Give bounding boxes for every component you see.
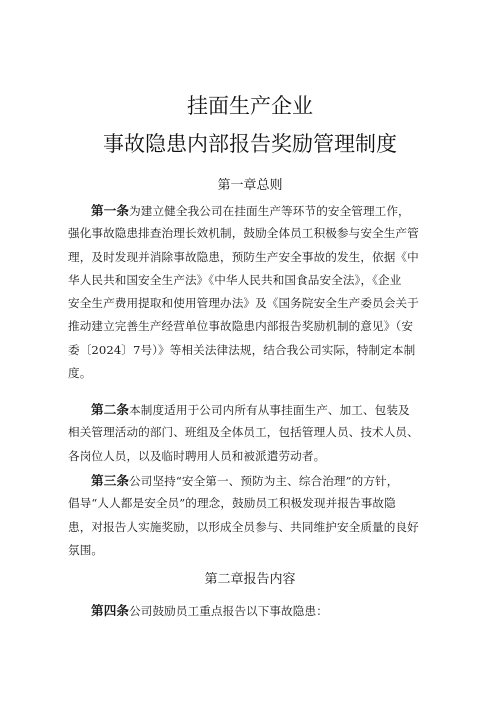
article-3-line-1: 第三条公司坚持“安全第一、预防为主、综合治理”的方针， [91, 473, 399, 488]
article-1-label: 第一条 [91, 203, 130, 218]
article-1-line-1: 第一条为建立健全我公司在挂面生产等环节的安全管理工作， [91, 203, 410, 218]
document-title-line-1: 挂面生产企业 [187, 94, 313, 118]
article-3 [68, 469, 443, 562]
article-2-label: 第二条 [91, 402, 130, 417]
article-1 [68, 199, 443, 385]
article-1-line-4: 华人民共和国安全生产法》《中华人民共和国食品安全法》，《企业 [68, 272, 402, 287]
article-1-line-2: 强化事故隐患排查治理长效机制，鼓励全体员工积极参与安全生产管 [68, 226, 419, 241]
article-3-line-4: 氛围。 [68, 542, 104, 557]
article-1-line-6: 推动建立完善生产经营单位事故隐患内部报告奖励机制的意见》（安 [68, 319, 414, 334]
article-2-line-1: 第二条本制度适用于公司内所有从事挂面生产、加工、包装及 [91, 402, 410, 417]
article-1-line-7: 委〔2024〕7号）》等相关法律法规，结合我公司实际，特制定本制 [68, 342, 416, 357]
article-4 [68, 599, 443, 622]
article-1-line-5: 安全生产费用提取和使用管理办法》及《国务院安全生产委员会关于 [68, 296, 419, 311]
article-1-line-3: 理，及时发现并消除事故隐患，预防生产安全事故的发生，依据《中 [68, 249, 419, 264]
article-4-line-1: 第四条公司鼓励员工重点报告以下事故隐患： [91, 603, 328, 618]
document-title-line-2: 事故隐患内部报告奖励管理制度 [103, 132, 397, 156]
chapter-heading-2: 第二章报告内容 [204, 572, 296, 587]
article-1-line-8: 度。 [68, 366, 92, 381]
article-3-label: 第三条 [91, 473, 130, 488]
chapter-heading-1: 第一章总则 [217, 178, 283, 193]
article-2-line-2: 相关管理活动的部门、班组及全体员工，包括管理人员、技术人员、 [68, 425, 419, 440]
article-3-line-3: 患，对报告人实施奖励，以形成全员参与、共同维护安全质量的良好 [68, 519, 419, 534]
article-2 [68, 398, 443, 468]
article-4-label: 第四条 [91, 603, 130, 618]
article-2-line-3: 各岗位人员，以及临时聘用人员和被派遣劳动者。 [68, 448, 326, 463]
article-3-line-2: 倡导“人人都是安全员”的理念，鼓励员工积极发现并报告事故隐 [68, 496, 396, 511]
